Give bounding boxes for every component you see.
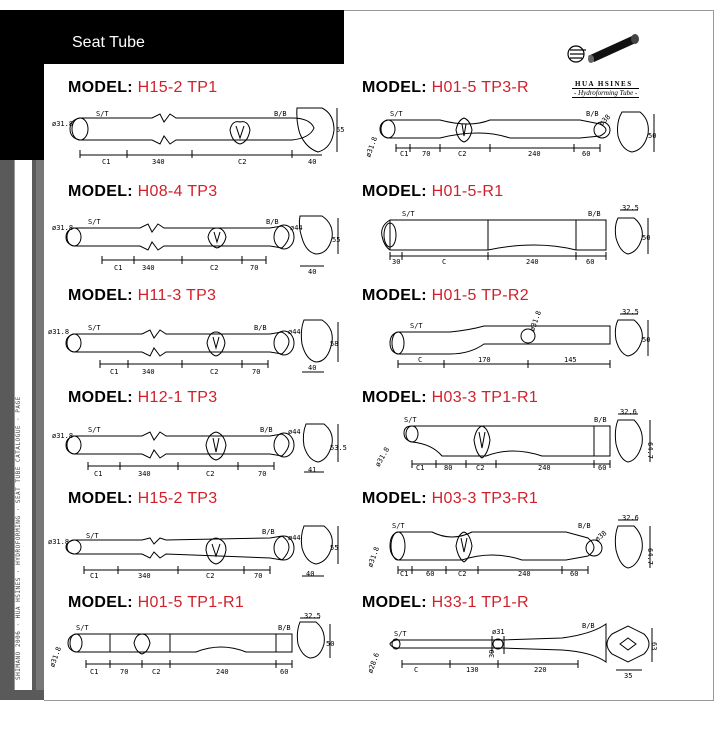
- diameter-label: ø31: [492, 628, 505, 636]
- dim-label: C2: [458, 570, 467, 578]
- dim-label: 70: [422, 150, 431, 158]
- header-bar: [0, 10, 344, 64]
- model-drawing: [52, 100, 345, 170]
- bb-label: B/B: [588, 210, 601, 218]
- section-width-label: 32.5: [622, 308, 639, 316]
- dim-label: C2: [206, 470, 215, 478]
- model-drawing: [52, 208, 342, 278]
- dim-label: C1: [110, 368, 119, 376]
- logo-tube-icon: [560, 28, 660, 82]
- bb-label: B/B: [254, 324, 267, 332]
- dim-label: 70: [250, 264, 259, 272]
- model-title: MODEL: H12-1 TP3: [68, 389, 218, 406]
- st-label: S/T: [394, 630, 407, 638]
- section-height-label: 55: [330, 544, 339, 552]
- diameter-label: ø31.8: [48, 328, 70, 336]
- dim-label: 70: [254, 572, 263, 580]
- dim-label: C2: [238, 158, 247, 166]
- dim-label: 30: [392, 258, 401, 266]
- diameter-label: ø31.8: [52, 120, 74, 128]
- diameter-label: ø28.6: [366, 651, 382, 675]
- section-height-label: 50: [326, 640, 335, 648]
- dim-label: 240: [216, 668, 229, 676]
- st-label: S/T: [88, 218, 101, 226]
- dim-label: C2: [206, 572, 215, 580]
- model-drawing: [46, 612, 340, 684]
- bb-label: B/B: [582, 622, 595, 630]
- frame-line-top: [344, 10, 714, 11]
- model-title: MODEL: H01-5 TP1-R1: [68, 594, 245, 611]
- model-title: MODEL: H03-3 TP1-R1: [362, 389, 539, 406]
- model-title: MODEL: H01-5-R1: [362, 183, 504, 200]
- section-width-label: 40: [306, 570, 315, 578]
- model-drawing: [48, 414, 347, 482]
- model-title: MODEL: H01-5 TP-R2: [362, 287, 529, 304]
- diameter-label: ø31.8: [373, 445, 392, 469]
- section-width-label: 32.5: [304, 612, 321, 620]
- diameter-label: ø31.8: [48, 538, 70, 546]
- diameter-label: ø31.8: [364, 135, 380, 159]
- frame-line-bottom: [44, 700, 714, 701]
- model-title: MODEL: H01-5 TP3-R: [362, 79, 529, 96]
- section-width-label: 35: [624, 672, 633, 680]
- dim-label: 340: [142, 264, 155, 272]
- dim-label: 60: [426, 570, 435, 578]
- section-width-label: 40: [308, 158, 317, 166]
- bb-label: B/B: [260, 426, 273, 434]
- section-height-label: 64.7: [646, 442, 654, 459]
- dim-label: 80: [444, 464, 453, 472]
- dim-label: 340: [138, 572, 151, 580]
- st-label: S/T: [392, 522, 405, 530]
- diameter-label: ø31.8: [528, 309, 544, 333]
- section-height-label: 53.5: [330, 444, 347, 452]
- section-width-label: 32.6: [620, 408, 637, 416]
- section-width-label: 40: [308, 268, 317, 276]
- dim-label: 340: [138, 470, 151, 478]
- dim-label: 60: [582, 150, 591, 158]
- dim-label: 60: [280, 668, 289, 676]
- model-drawing: [362, 614, 662, 686]
- model-title: MODEL: H11-3 TP3: [68, 287, 217, 304]
- model-drawing: [360, 104, 660, 170]
- diameter-label: ø31.8: [366, 545, 382, 569]
- diameter-label: ø38: [593, 529, 609, 544]
- bb-label: B/B: [266, 218, 279, 226]
- frame-line-right: [713, 10, 714, 700]
- diameter-label: ø44: [288, 534, 301, 542]
- bb-label: B/B: [594, 416, 607, 424]
- model-drawing: [48, 312, 342, 380]
- dim-label: 340: [142, 368, 155, 376]
- diameter-label: ø31.8: [52, 224, 74, 232]
- dim-label: 130: [466, 666, 479, 674]
- st-label: S/T: [96, 110, 109, 118]
- dim-label: C1: [90, 668, 99, 676]
- dim-label: 70: [252, 368, 261, 376]
- diameter-label: ø38: [597, 113, 613, 128]
- dim-label: C2: [210, 264, 219, 272]
- diameter-label: ø31.8: [52, 432, 74, 440]
- header-bar-extension: [0, 64, 44, 160]
- st-label: S/T: [410, 322, 423, 330]
- section-width-label: 32.5: [622, 204, 639, 212]
- bb-label: B/B: [274, 110, 287, 118]
- st-label: S/T: [390, 110, 403, 118]
- model-drawing: [362, 408, 662, 474]
- dim-label: 340: [152, 158, 165, 166]
- dim-label: 240: [528, 150, 541, 158]
- dim-label: C2: [476, 464, 485, 472]
- dim-label: 145: [564, 356, 577, 364]
- dim-label: C: [442, 258, 447, 266]
- left-binding-edge: [36, 160, 44, 690]
- section-height-label: 55: [332, 236, 341, 244]
- diameter-label: ø44: [288, 428, 301, 436]
- dim-label: 240: [538, 464, 551, 472]
- dim-label: 70: [258, 470, 267, 478]
- model-title: MODEL: H03-3 TP3-R1: [362, 490, 539, 507]
- model-drawing: [48, 516, 342, 584]
- section-height-label: 50: [642, 336, 651, 344]
- bb-label: B/B: [586, 110, 599, 118]
- section-height-label: 55: [336, 126, 345, 134]
- dim-label: C1: [114, 264, 123, 272]
- bb-label: B/B: [578, 522, 591, 530]
- section-height-label: 58: [330, 340, 339, 348]
- model-title: MODEL: H15-2 TP1: [68, 79, 218, 96]
- st-label: S/T: [86, 532, 99, 540]
- model-title: MODEL: H08-4 TP3: [68, 183, 218, 200]
- section-width-label: 32.6: [622, 514, 639, 522]
- dim-label: C: [414, 666, 419, 674]
- dim-label: 60: [570, 570, 579, 578]
- diameter-label: ø44: [288, 328, 301, 336]
- dim-label: C1: [400, 150, 409, 158]
- dim-label: C2: [210, 368, 219, 376]
- st-label: S/T: [402, 210, 415, 218]
- st-label: S/T: [88, 324, 101, 332]
- st-label: S/T: [88, 426, 101, 434]
- st-label: S/T: [404, 416, 417, 424]
- dim-label: 240: [526, 258, 539, 266]
- dim-label: 70: [120, 668, 129, 676]
- section-width-label: 40: [308, 364, 317, 372]
- dim-label: 39: [488, 649, 496, 658]
- dim-label: C2: [458, 150, 467, 158]
- bb-label: B/B: [262, 528, 275, 536]
- dim-label: C: [418, 356, 423, 364]
- dim-label: C1: [102, 158, 111, 166]
- dim-label: C1: [94, 470, 103, 478]
- section-height-label: 50: [648, 132, 657, 140]
- side-strip-text: SHIMANO 2006 · HUA HSINES · HYDROFORMING · SEAT TUBE CATALOGUE · PAGE: [15, 396, 22, 680]
- section-height-label: 63: [650, 642, 658, 651]
- bb-label: B/B: [278, 624, 291, 632]
- section-width-label: 41: [308, 466, 317, 474]
- dim-label: 220: [534, 666, 547, 674]
- dim-label: 240: [518, 570, 531, 578]
- st-label: S/T: [76, 624, 89, 632]
- dim-label: C1: [90, 572, 99, 580]
- model-drawing: [362, 512, 662, 578]
- dim-label: C1: [400, 570, 409, 578]
- dim-label: 60: [586, 258, 595, 266]
- dim-label: 60: [598, 464, 607, 472]
- diameter-label: ø44: [290, 224, 303, 232]
- diameter-label: ø31.8: [48, 645, 64, 669]
- section-height-label: 64.7: [646, 548, 654, 565]
- model-drawing: [380, 310, 670, 372]
- logo-name: HUA HSINES: [575, 80, 633, 88]
- model-title: MODEL: H33-1 TP1-R: [362, 594, 529, 611]
- dim-label: C1: [416, 464, 425, 472]
- section-height-label: 50: [642, 234, 651, 242]
- page-title: Seat Tube: [72, 34, 145, 51]
- model-drawing: [376, 206, 666, 268]
- model-title: MODEL: H15-2 TP3: [68, 490, 218, 507]
- dim-label: C2: [152, 668, 161, 676]
- logo-subtitle: - Hydroforming Tube -: [574, 89, 638, 97]
- dim-label: 170: [478, 356, 491, 364]
